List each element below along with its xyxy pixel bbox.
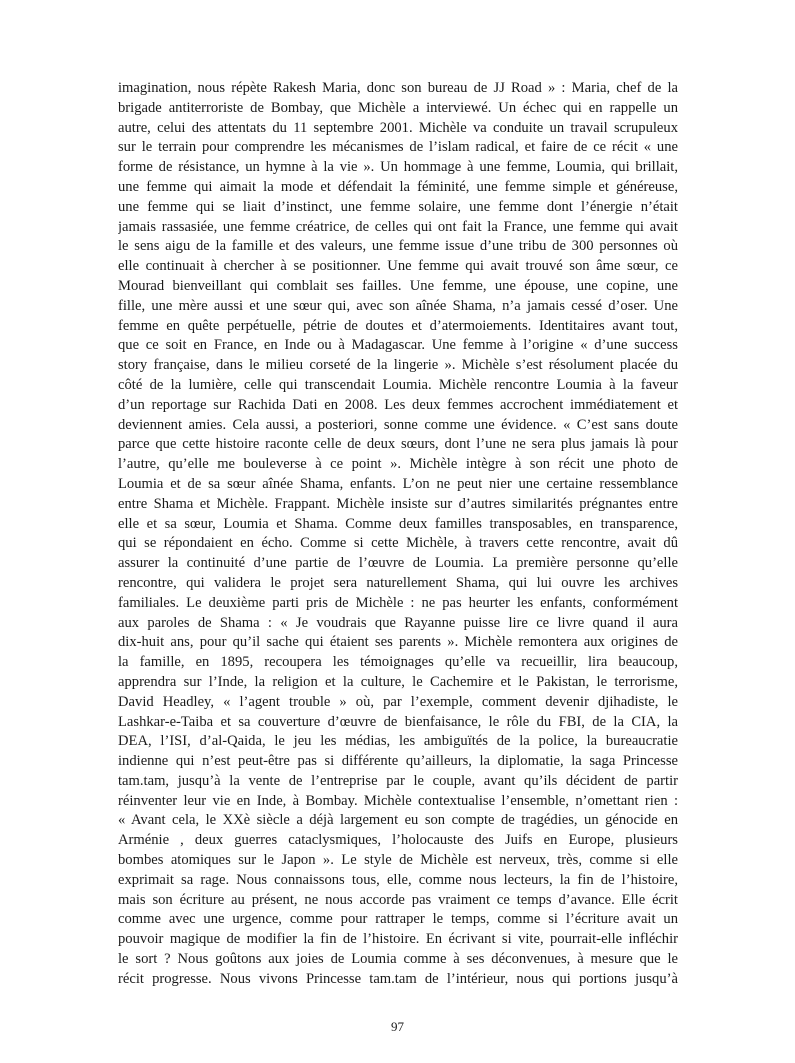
text-line: côté de la lumière, celle qui transcendait Loumia. Michèle rencontre Loumia à la faveur <box>118 376 678 393</box>
text-line: tam.tam, jusqu’à la vente de l’entreprise par le couple, avant qu’ils décident de partir <box>118 772 678 789</box>
text-line: mais son écriture au présent, ne nous accorde pas vraiment ce temps d’avance. Elle écrit <box>118 891 678 908</box>
text-line: aux paroles de Shama : « Je voudrais que Rayanne puisse lire ce livre quand il aura <box>118 614 678 631</box>
text-line: qui se répondaient en écho. Comme si cette Michèle, à travers cette rencontre, avait dû <box>118 535 678 552</box>
text-line: familiales. Le deuxième parti pris de Michèle : ne pas heurter les enfants, conformément <box>118 594 678 611</box>
text-line: DEA, l’ISI, d’al-Qaida, le jeu les médias, les ambiguïtés de la police, la bureaucratie <box>118 733 678 750</box>
text-line: comme avec une urgence, comme pour rattraper le temps, comme si l’écriture avait un <box>118 911 678 928</box>
body-text <box>118 79 678 990</box>
text-line: deviennent amies. Cela aussi, a posteriori, sonne comme une évidence. « C’est sans doute <box>118 416 678 433</box>
text-line: le sens aigu de la famille et des valeurs, une femme issue d’une tribu de 300 personnes où <box>118 238 678 255</box>
text-line: la famille, en 1895, recoupera les témoignages qu’elle va recueillir, lira beaucoup, <box>118 654 678 671</box>
text-line: autre, celui des attentats du 11 septembre 2001. Michèle va conduite un travail scrupuleux <box>118 119 678 136</box>
text-line: Arménie , deux guerres cataclysmiques, l’holocauste des Juifs en Europe, plusieurs <box>118 832 678 849</box>
text-line: une femme qui se liait d’instinct, une femme solaire, une femme dont l’énergie n’était <box>118 198 678 215</box>
text-line: imagination, nous répète Rakesh Maria, donc son bureau de JJ Road » : Maria, chef de la <box>118 80 678 96</box>
text-line: story française, dans le milieu corseté de la lingerie ». Michèle s’est résolument placée du <box>118 357 678 374</box>
text-line: une femme qui aimait la mode et défendait la féminité, une femme simple et généreuse, <box>118 178 678 195</box>
text-line: parce que cette histoire raconte celle de deux sœurs, dont l’une ne sera plus jamais là pour <box>118 436 678 453</box>
text-line: elle et sa sœur, Loumia et Shama. Comme deux familles transposables, en transparence, <box>118 515 678 532</box>
text-line: exprimait sa rage. Nous connaissons tous, elle, comme nous lecteurs, la fin de l’histoire, <box>118 871 678 888</box>
text-line: apprendra sur l’Inde, la religion et la culture, le Cachemire et le Pakistan, le terrorisme, <box>118 673 678 690</box>
text-line: Mourad bienveillant qui comblait ses failles. Une femme, une épouse, une copine, une <box>118 277 678 294</box>
text-line: entre Shama et Michèle. Frappant. Michèle insiste sur d’autres similarités prégnantes entre <box>118 495 678 512</box>
page-number: 97 <box>391 1019 404 1034</box>
text-line: réinventer leur vie en Inde, à Bombay. Michèle contextualise l’ensemble, n’omettant rien : <box>118 792 678 809</box>
text-line: l’autre, qu’elle me bouleverse à ce point ». Michèle intègre à son récit une photo de <box>118 456 678 473</box>
text-line: d’un reportage sur Rachida Dati en 2008. Les deux femmes accrochent immédiatement et <box>118 396 678 413</box>
text-line: sur le terrain pour comprendre les mécanismes de l’islam radical, et faire de ce récit « une <box>118 139 678 156</box>
text-line: femme en quête perpétuelle, pétrie de doutes et d’atermoiements. Identitaires avant tout, <box>118 317 678 334</box>
text-line: récit progresse. Nous vivons Princesse tam.tam de l’intérieur, nous qui portions jusqu’à <box>118 970 678 987</box>
text-line: elle continuait à chercher à se positionner. Une femme qui avait trouvé son âme sœur, ce <box>118 258 678 275</box>
text-line: pouvoir magique de modifier la fin de l’histoire. En écrivant si vite, pourrait-elle infléchir <box>118 931 678 948</box>
text-line: jamais rassasiée, une femme créatrice, de celles qui ont fait la France, une femme qui avait <box>118 218 678 235</box>
text-line: dix-huit ans, pour qu’il sache qui étaient ses parents ». Michèle remontera aux origines de <box>118 634 678 651</box>
text-line: indienne qui n’est peut-être pas si différente qu’ailleurs, la diplomatie, la saga Princesse <box>118 753 678 770</box>
text-line: forme de résistance, un hymne à la vie ». Un hommage à une femme, Loumia, qui brillait, <box>118 159 678 176</box>
text-line: brigade antiterroriste de Bombay, que Michèle a interviewé. Un échec qui en rappelle un <box>118 99 678 116</box>
text-line: « Avant cela, le XXè siècle a déjà largement eu son compte de tragédies, un génocide en <box>118 812 678 829</box>
text-line: Lashkar-e-Taiba et sa couverture d’œuvre de bienfaisance, le rôle du FBI, de la CIA, la <box>118 713 678 730</box>
text-line: assurer la continuité d’une partie de l’œuvre de Loumia. La première personne qu’elle <box>118 555 678 572</box>
text-line: fille, une mère aussi et une sœur qui, avec son aînée Shama, n’a jamais cessé d’oser. Une <box>118 297 678 314</box>
text-line: rencontre, qui validera le projet sera naturellement Shama, qui lui ouvre les archives <box>118 574 678 591</box>
text-line: que ce soit en France, en Inde ou à Madagascar. Une femme à l’origine « d’une success <box>118 337 678 354</box>
text-line: bombes atomiques sur le Japon ». Le style de Michèle est nerveux, très, comme si elle <box>118 852 678 869</box>
text-line: le sort ? Nous goûtons aux joies de Loumia comme à ses déconvenues, à mesure que le <box>118 951 678 968</box>
text-line: Loumia et de sa sœur aînée Shama, enfants. L’on ne peut nier une certaine ressemblance <box>118 475 678 492</box>
text-line: David Headley, « l’agent trouble » où, par l’exemple, comment devenir djihadiste, le <box>118 693 678 710</box>
